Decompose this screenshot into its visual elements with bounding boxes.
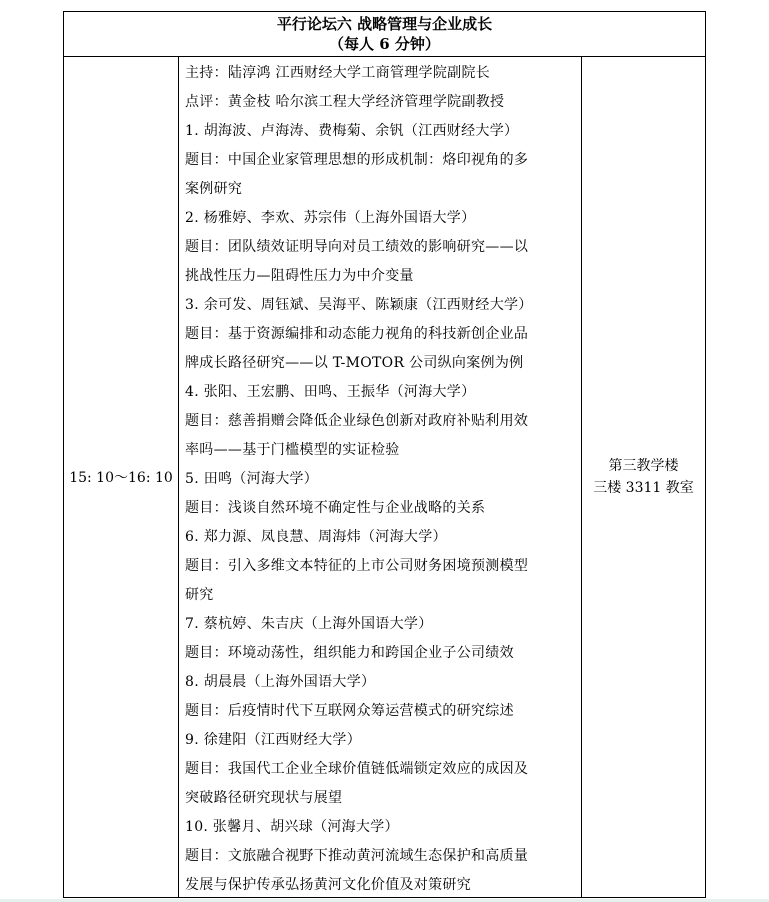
venue-cell <box>582 57 705 897</box>
topic-line: 题目：慈善捐赠会降低企业绿色创新对政府补贴利用效 <box>185 413 529 429</box>
topic-line: 题目：我国代工企业全球价值链低端锁定效应的成因及 <box>185 761 529 777</box>
topic-line: 挑战性压力—阻碍性压力为中介变量 <box>185 268 414 284</box>
forum-subtitle: （每人 6 分钟） <box>329 35 440 53</box>
host-line: 主持：陆淳鸿 江西财经大学工商管理学院副院长 <box>185 65 491 81</box>
presenter-line: 8. 胡晨晨（上海外国语大学） <box>185 674 376 690</box>
topic-line: 题目：引入多维文本特征的上市公司财务困境预测模型 <box>185 558 529 574</box>
presenter-line: 7. 蔡杭婷、朱吉庆（上海外国语大学） <box>185 616 433 632</box>
venue-room: 三楼 3311 教室 <box>593 480 694 496</box>
topic-line: 题目：后疫情时代下互联网众筹运营模式的研究综述 <box>185 703 514 719</box>
topic-line: 突破路径研究现状与展望 <box>185 790 343 806</box>
topic-line: 发展与保护传承弘扬黄河文化价值及对策研究 <box>185 877 471 893</box>
topic-line: 题目：基于资源编排和动态能力视角的科技新创企业品 <box>185 326 529 342</box>
presenter-line: 3. 余可发、周钰斌、吴海平、陈颖康（江西财经大学） <box>185 297 533 313</box>
topic-line: 题目：环境动荡性，组织能力和跨国企业子公司绩效 <box>185 645 514 661</box>
time-cell <box>64 57 179 897</box>
topic-line: 题目：中国企业家管理思想的形成机制：烙印视角的多 <box>185 152 529 168</box>
presenter-line: 2. 杨雅婷、李欢、苏宗伟（上海外国语大学） <box>185 210 476 226</box>
reviewer-line: 点评：黄金枝 哈尔滨工程大学经济管理学院副教授 <box>185 94 505 110</box>
forum-title: 平行论坛六 战略管理与企业成长 <box>276 15 493 33</box>
presenter-line: 6. 郑力源、凤良慧、周海炜（河海大学） <box>185 529 447 545</box>
topic-line: 题目：文旅融合视野下推动黄河流域生态保护和高质量 <box>185 848 529 864</box>
table-header <box>64 12 705 57</box>
topic-line: 率吗——基于门槛模型的实证检验 <box>185 442 400 458</box>
schedule-table <box>63 11 706 898</box>
topic-line: 牌成长路径研究——以 T-MOTOR 公司纵向案例为例 <box>185 355 524 371</box>
presenter-line: 9. 徐建阳（江西财经大学） <box>185 732 362 748</box>
topic-line: 案例研究 <box>185 181 243 197</box>
presenter-line: 4. 张阳、王宏鹏、田鸣、王振华（河海大学） <box>185 384 476 400</box>
presenter-line: 1. 胡海波、卢海涛、费梅菊、余钒（江西财经大学） <box>185 123 519 139</box>
venue-building: 第三教学楼 <box>608 458 679 474</box>
content-cell <box>179 57 582 897</box>
topic-line: 题目：团队绩效证明导向对员工绩效的影响研究——以 <box>185 239 529 255</box>
presenter-line: 10. 张馨月、胡兴球（河海大学） <box>185 819 399 835</box>
presenter-line: 5. 田鸣（河海大学） <box>185 471 319 487</box>
session-time: 15: 10～16: 10 <box>69 470 173 486</box>
topic-line: 题目：浅谈自然环境不确定性与企业战略的关系 <box>185 500 486 516</box>
topic-line: 研究 <box>185 587 214 603</box>
